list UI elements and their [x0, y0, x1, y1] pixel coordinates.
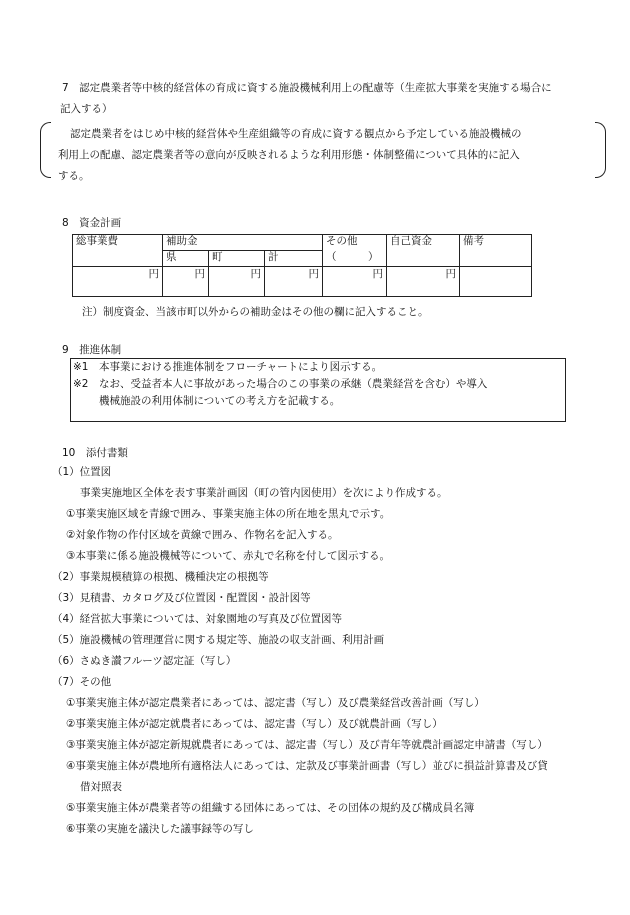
left-bracket [40, 122, 51, 178]
section7-note-line2: 利用上の配慮、認定農業者等の意向が反映されるような利用形態・体制整備について具体的に記入 [58, 149, 520, 161]
header-town: 町 [209, 251, 265, 267]
header-other: その他 [323, 235, 387, 251]
cell-prefecture-yen: 円 [163, 267, 209, 297]
header-prefecture: 県 [163, 251, 209, 267]
header-subtotal: 計 [265, 251, 323, 267]
section8-note: 注）制度資金、当該市町以外からの補助金はその他の欄に記入すること。 [82, 306, 429, 318]
section10-item-7-sub3: ③事業実施主体が認定新規就農者にあっては、認定書（写し）及び青年等就農計画認定申請書（写し） [66, 739, 548, 751]
header-other-paren: （ ） [323, 251, 387, 267]
section10-item-4: （4）経営拡大事業については、対象園地の写真及び位置図等 [52, 613, 342, 625]
cell-town-yen: 円 [209, 267, 265, 297]
section10-item-7-sub5: ⑤事業実施主体が農業者等の組織する団体にあっては、その団体の規約及び構成員名簿 [66, 802, 475, 814]
header-subsidy: 補助金 [163, 235, 323, 251]
cell-other-yen: 円 [323, 267, 387, 297]
section10-item-1-sub1: ①事業実施区域を青線で囲み、事業実施主体の所在地を黒丸で示す。 [66, 508, 391, 520]
section10-item-1-sub2: ②対象作物の作付区域を黄線で囲み、作物名を記入する。 [66, 529, 339, 541]
section7-note-line3: する。 [58, 170, 90, 182]
section7-heading-line1: 7 認定農業者等中核的経営体の育成に資する施設機械利用上の配慮等（生産拡大事業を実施する場合に [62, 82, 552, 94]
section7-note-line1: 認定農業者をはじめ中核的経営体や生産組織等の育成に資する観点から予定している施設機械の [70, 128, 522, 140]
section10-item-7: （7）その他 [52, 676, 112, 688]
section7-note [58, 124, 598, 187]
section9-item1: ※1 本事業における推進体制をフローチャートにより図示する。 [73, 361, 383, 373]
section10-item-7-sub4-cont: 借対照表 [80, 781, 122, 793]
header-remarks: 備考 [460, 235, 532, 267]
section7-heading-line2: 記入する） [60, 103, 113, 115]
section9-item2-line2: 機械施設の利用体制についての考え方を記載する。 [99, 395, 341, 407]
section9-item2-line1: ※2 なお、受益者本人に事故があった場合のこの事業の承継（農業経営を含む）や導入 [73, 378, 488, 390]
section10-item-7-sub6: ⑥事業の実施を議決した議事録等の写し [66, 823, 254, 835]
header-total-cost: 総事業費 [73, 235, 163, 267]
section7-note-bracket [40, 122, 606, 182]
header-own-funds: 自己資金 [387, 235, 460, 267]
section10-item-1: （1）位置図 [52, 466, 112, 478]
section10-item-2: （2）事業規模積算の根拠、機種決定の根拠等 [52, 571, 269, 583]
section10-item-7-sub4: ④事業実施主体が農地所有適格法人にあっては、定款及び事業計画書（写し）並びに損益計算書及び貸 [66, 760, 548, 772]
section10-item-1-sub3: ③本事業に係る施設機械等について、赤丸で名称を付して図示する。 [66, 550, 390, 562]
section10-item-1-desc: 事業実施地区全体を表す事業計画図（町の管内図使用）を次により作成する。 [80, 487, 448, 499]
section10-item-7-sub2: ②事業実施主体が認定就農者にあっては、認定書（写し）及び就農計画（写し） [66, 718, 443, 730]
cell-total-yen: 円 [73, 267, 163, 297]
section9-box [70, 358, 566, 422]
section8-heading: 8 資金計画 [62, 217, 122, 229]
section10-item-5: （5）施設機械の管理運営に関する規定等、施設の収支計画、利用計画 [52, 634, 385, 646]
section10-item-6: （6）さぬき讃フルーツ認定証（写し） [52, 655, 237, 667]
cell-remarks [460, 267, 532, 297]
funding-plan-table [72, 234, 532, 297]
section10-item-3: （3）見積書、カタログ及び位置図・配置図・設計図等 [52, 592, 311, 604]
cell-own-funds-yen: 円 [387, 267, 460, 297]
section10-heading: 10 添付書類 [62, 447, 128, 459]
cell-subtotal-yen: 円 [265, 267, 323, 297]
section9-heading: 9 推進体制 [62, 344, 122, 356]
section10-item-7-sub1: ①事業実施主体が認定農業者にあっては、認定書（写し）及び農業経営改善計画（写し） [66, 697, 485, 709]
